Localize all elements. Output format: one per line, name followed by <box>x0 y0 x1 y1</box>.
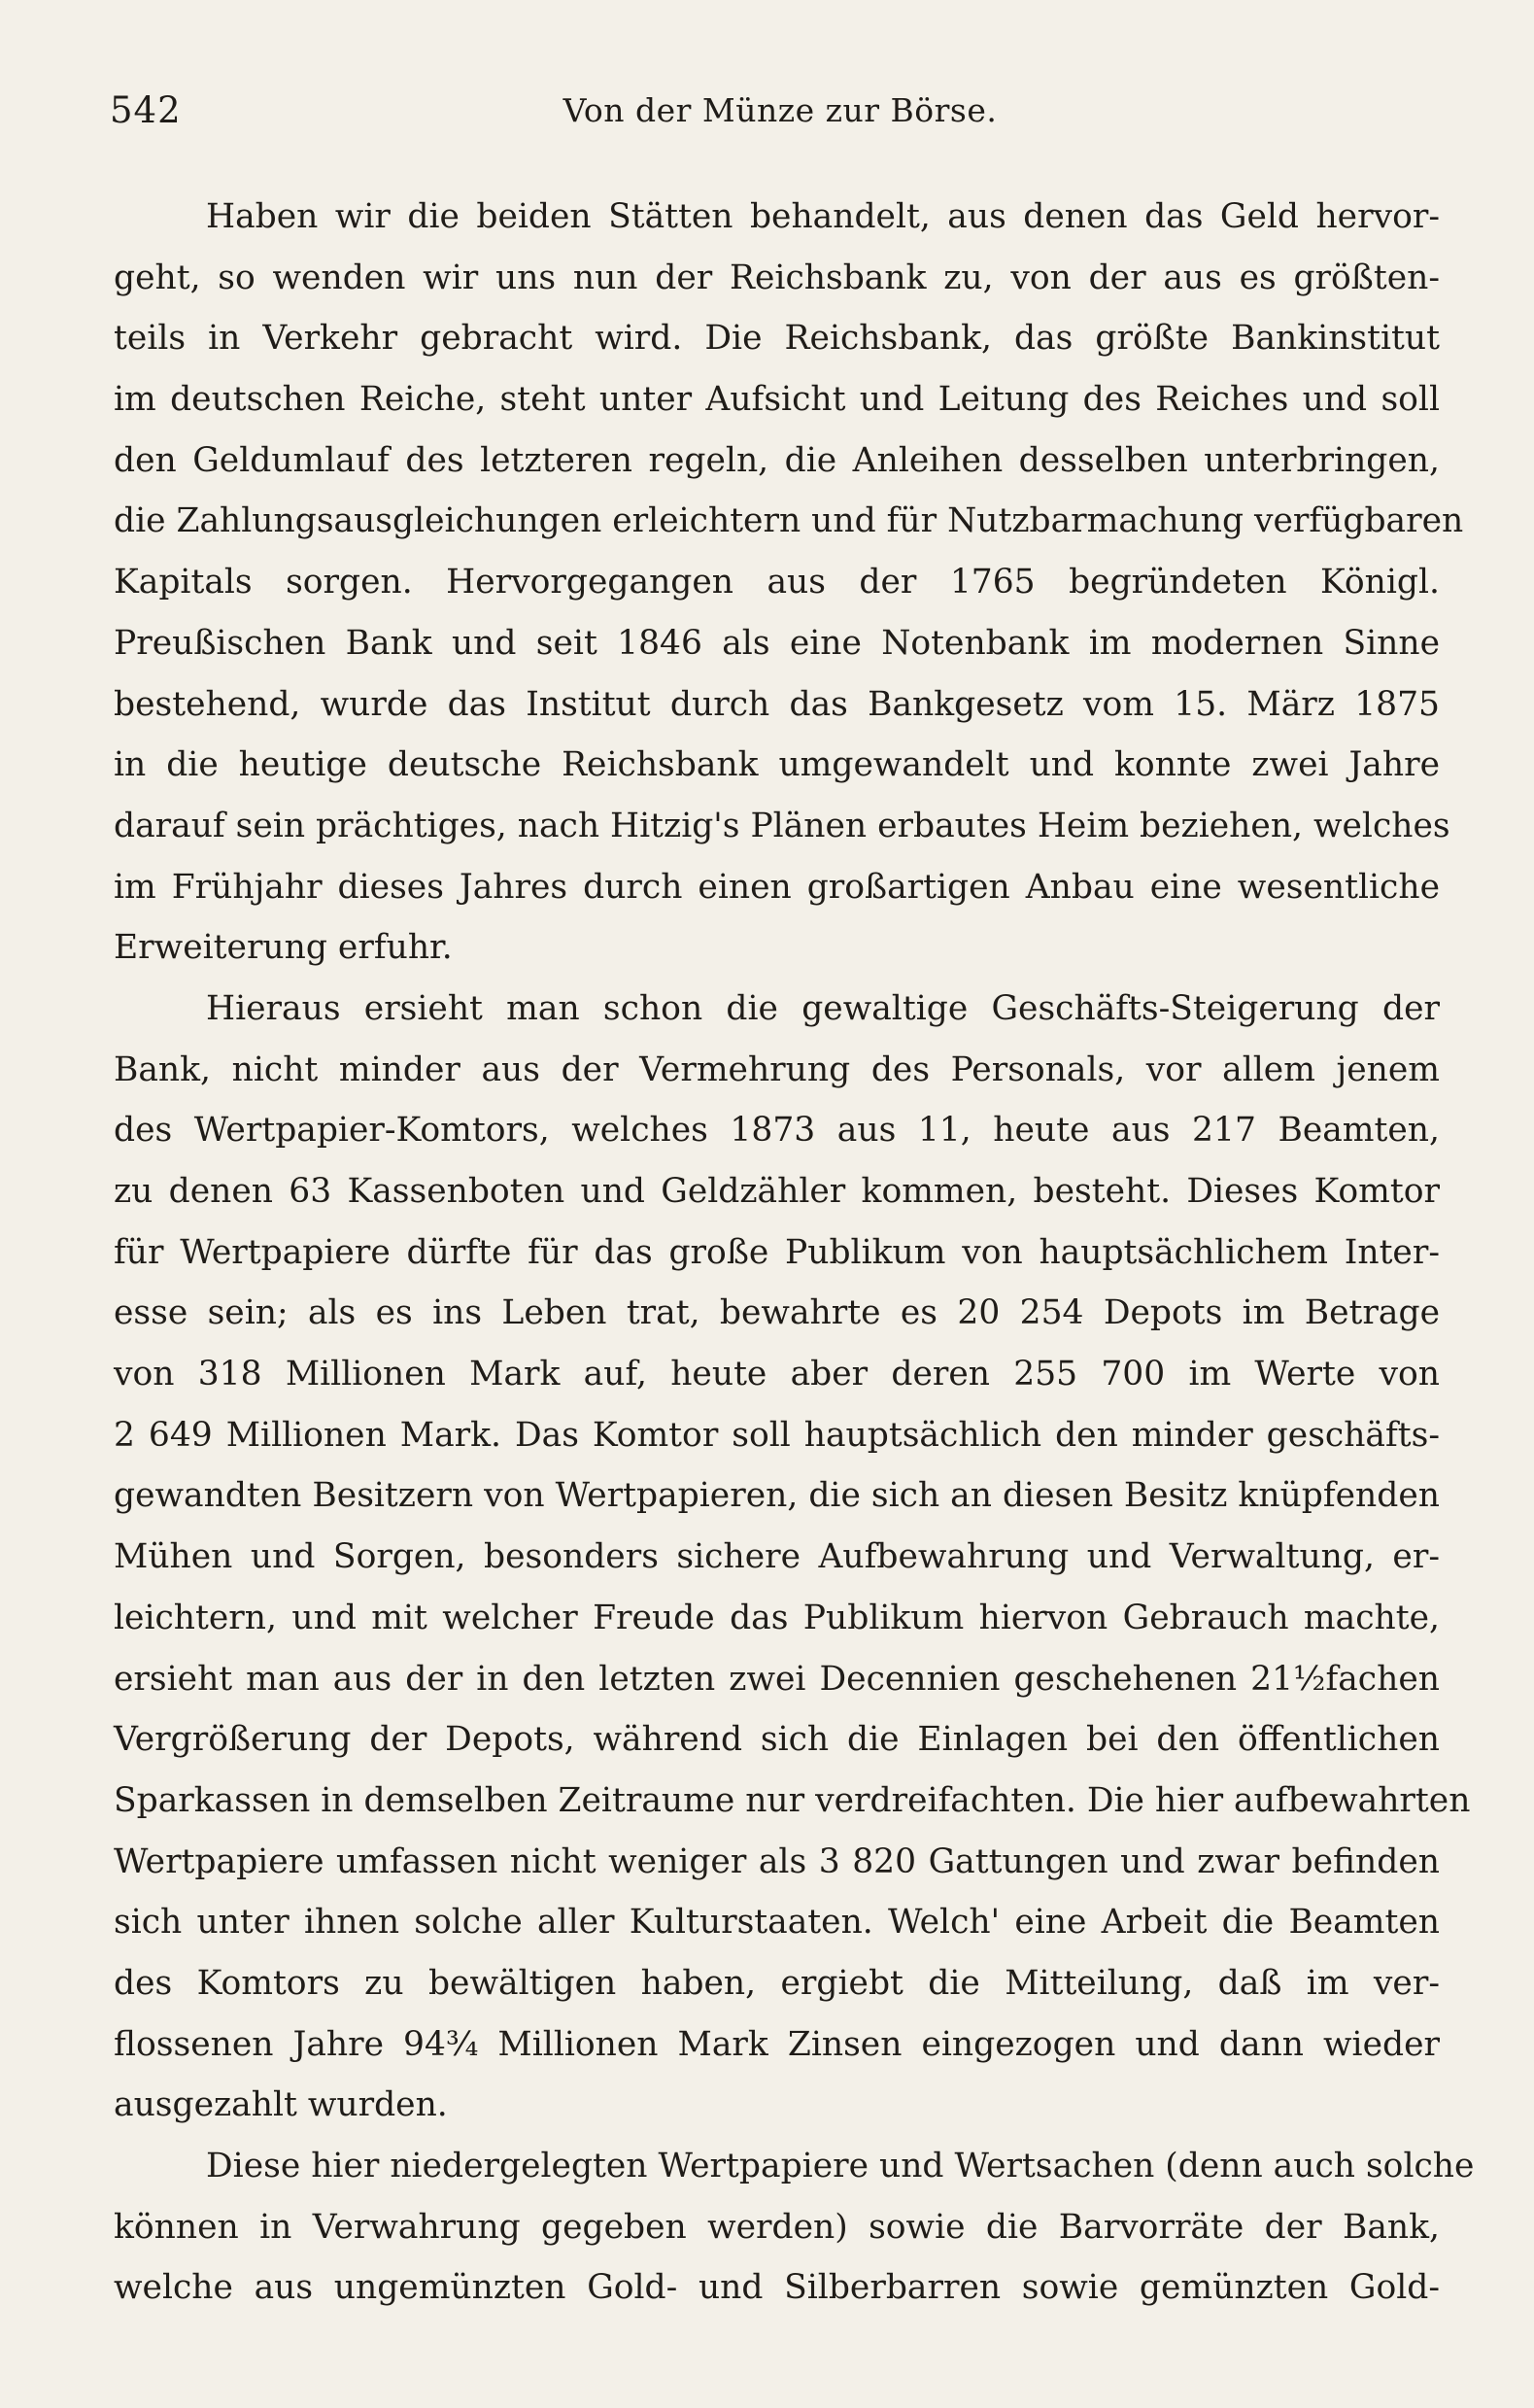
text-line: den Geldumlauf des letzteren regeln, die Anleihen desselben unterbringen, <box>114 440 1440 480</box>
text-line: Preußischen Bank und seit 1846 als eine Notenbank im modernen Sinne <box>114 623 1440 663</box>
text-line: Hieraus ersieht man schon die gewaltige Geschäfts-Steigerung der <box>206 988 1440 1028</box>
text-line: esse sein; als es ins Leben trat, bewahrte es 20 254 Depots im Betrage <box>114 1293 1440 1333</box>
text-line: Wertpapiere umfassen nicht weniger als 3 820 Gattungen und zwar befinden <box>114 1841 1440 1881</box>
text-line: für Wertpapiere dürfte für das große Publikum von hauptsächlichem Inter- <box>114 1232 1440 1272</box>
text-line: in die heutige deutsche Reichsbank umgewandelt und konnte zwei Jahre <box>114 745 1440 785</box>
text-line: von 318 Millionen Mark auf, heute aber deren 255 700 im Werte von <box>114 1355 1440 1394</box>
paragraph <box>114 979 1471 2136</box>
text-line: Erweiterung erfuhr. <box>114 928 453 968</box>
running-title: Von der Münze zur Börse. <box>562 91 998 129</box>
text-line: Haben wir die beiden Stätten behandelt, aus denen das Geld hervor- <box>206 197 1440 236</box>
text-line: Diese hier niedergelegten Wertpapiere und Wertsachen (denn auch solche <box>206 2147 1475 2185</box>
text-line: des Wertpapier-Komtors, welches 1873 aus 11, heute aus 217 Beamten, <box>114 1111 1440 1151</box>
paragraph <box>114 187 1464 979</box>
text-line: ausgezahlt wurden. <box>114 2085 448 2125</box>
body-text <box>114 187 1475 2319</box>
page-number: 542 <box>110 89 182 131</box>
text-line: flossenen Jahre 94¾ Millionen Mark Zinsen eingezogen und dann wieder <box>114 2024 1440 2064</box>
text-line: des Komtors zu bewältigen haben, ergiebt die Mitteilung, daß im ver- <box>114 1963 1440 2003</box>
text-line: gewandten Besitzern von Wertpapieren, die sich an diesen Besitz knüpfenden <box>114 1476 1440 1516</box>
text-line: Kapitals sorgen. Hervorgegangen aus der 1765 begründeten Königl. <box>114 563 1440 602</box>
text-line: im Frühjahr dieses Jahres durch einen großartigen Anbau eine wesentliche <box>114 867 1440 907</box>
text-line: ersieht man aus der in den letzten zwei Decennien geschehenen 21½fachen <box>114 1659 1440 1699</box>
text-line: teils in Verkehr gebracht wird. Die Reichsbank, das größte Bankinstitut <box>114 319 1440 359</box>
text-line: im deutschen Reiche, steht unter Aufsicht und Leitung des Reiches und soll <box>114 380 1440 420</box>
text-line: zu denen 63 Kassenboten und Geldzähler kommen, besteht. Dieses Komtor <box>114 1172 1440 1211</box>
text-line: bestehend, wurde das Institut durch das Bankgesetz vom 15. März 1875 <box>114 684 1440 724</box>
text-line: sich unter ihnen solche aller Kulturstaaten. Welch' eine Arbeit die Beamten <box>114 1903 1440 1943</box>
text-line: welche aus ungemünzten Gold- und Silberbarren sowie gemünzten Gold- <box>114 2268 1440 2308</box>
page-header <box>110 89 1450 138</box>
text-line: Sparkassen in demselben Zeitraume nur verdreifachten. Die hier aufbewahrten <box>114 1780 1471 1820</box>
text-line: geht, so wenden wir uns nun der Reichsbank zu, von der aus es größten- <box>114 258 1440 297</box>
text-line: Bank, nicht minder aus der Vermehrung des Personals, vor allem jenem <box>114 1049 1440 1089</box>
paragraph <box>114 2136 1475 2319</box>
text-line: leichtern, und mit welcher Freude das Publikum hiervon Gebrauch machte, <box>114 1598 1440 1637</box>
text-line: die Zahlungsausgleichungen erleichtern und für Nutzbarmachung verfügbaren <box>114 501 1464 541</box>
text-line: Vergrößerung der Depots, während sich die Einlagen bei den öffentlichen <box>114 1720 1440 1760</box>
text-line: 2 649 Millionen Mark. Das Komtor soll hauptsächlich den minder geschäfts- <box>114 1415 1440 1455</box>
text-line: darauf sein prächtiges, nach Hitzig's Plänen erbautes Heim beziehen, welches <box>114 806 1450 845</box>
text-line: können in Verwahrung gegeben werden) sowie die Barvorräte der Bank, <box>114 2207 1440 2247</box>
text-line: Mühen und Sorgen, besonders sichere Aufbewahrung und Verwaltung, er- <box>114 1537 1440 1577</box>
